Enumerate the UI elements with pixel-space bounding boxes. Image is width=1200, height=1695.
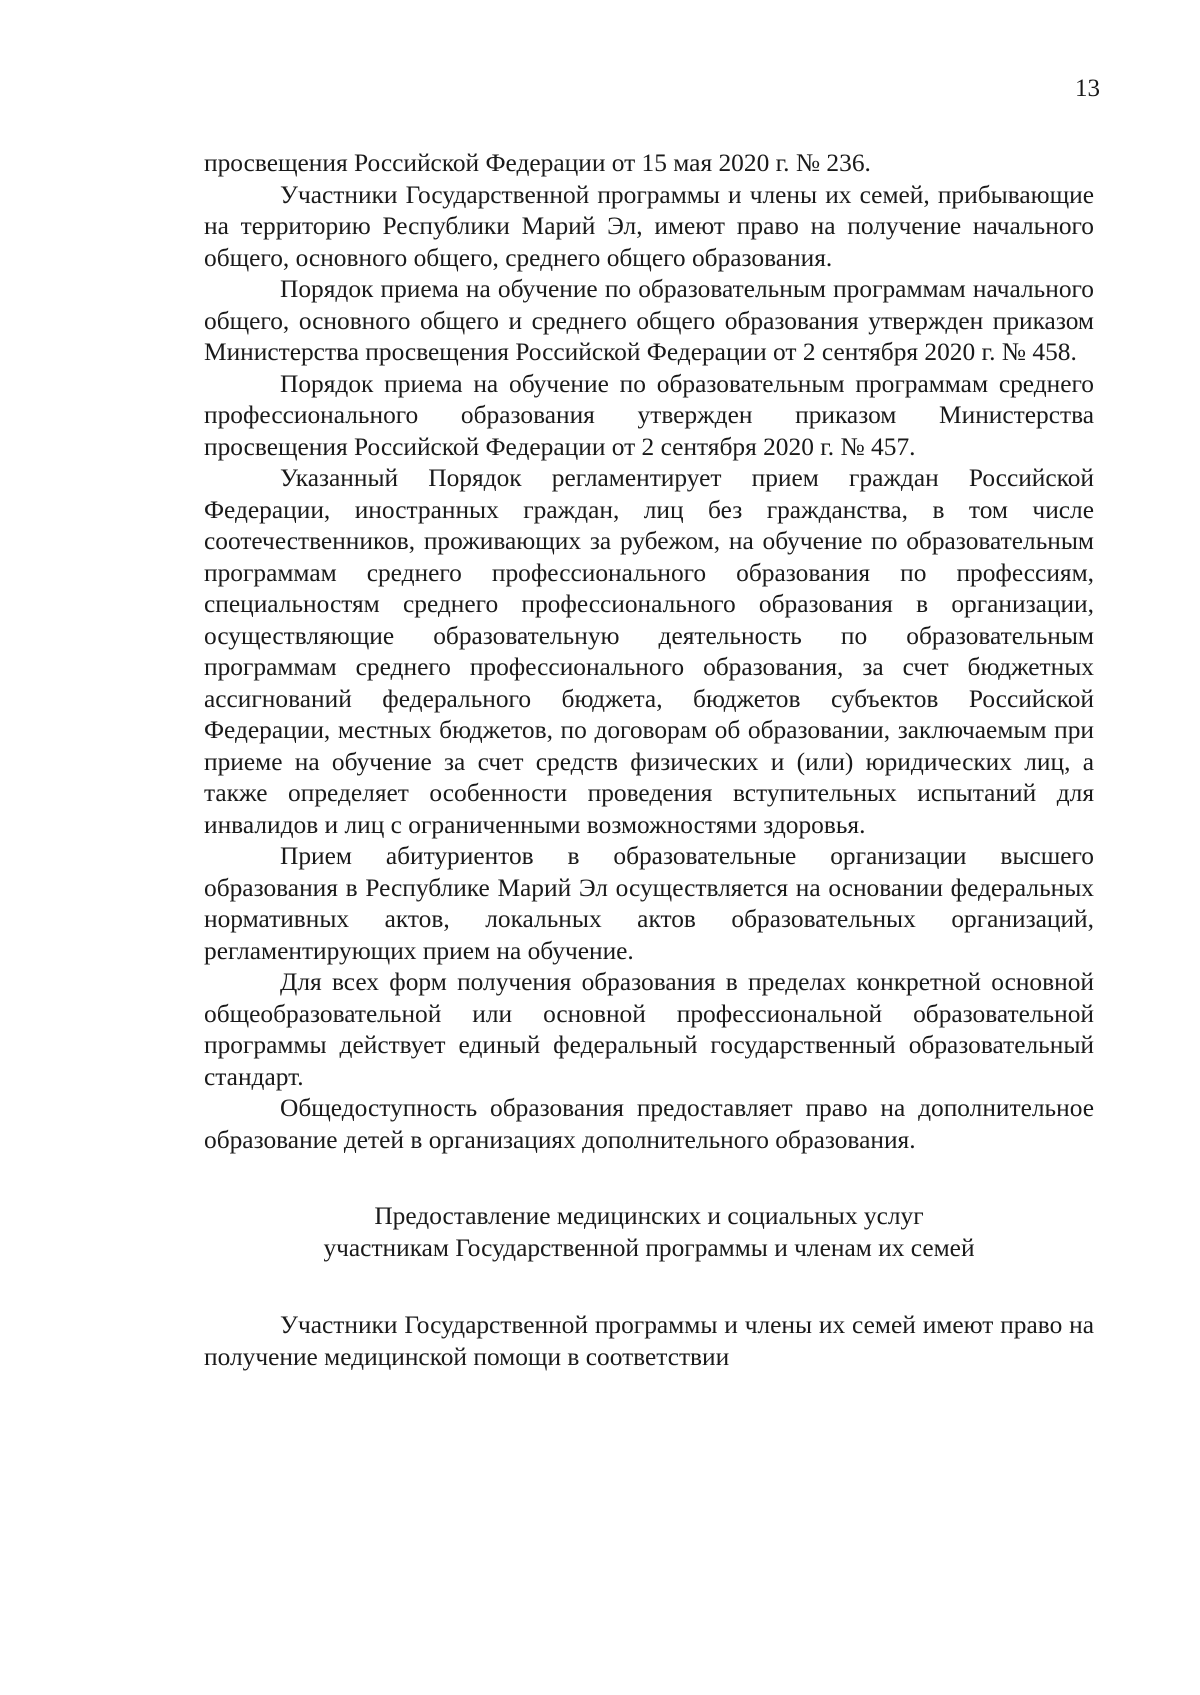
paragraph-vocational-education-admission-order: Порядок приема на обучение по образовательным программам среднего профессионального образования утвержден приказом Министерства просвещения Российской Федерации от 2 сентября 2020 г. № 457.	[204, 369, 1094, 461]
paragraph-participants-education-right: Участники Государственной программы и члены их семей, прибывающие на территорию Республики Марий Эл, имеют право на получение начального общего, основного общего, среднего общего образования.	[204, 180, 1094, 272]
paragraph-education-standard: Для всех форм получения образования в пределах конкретной основной общеобразовательной или основной профессиональной образовательной программы действует единый федеральный государственный образовательный стандарт.	[204, 968, 1094, 1091]
section-heading-line-2: участникам Государственной программы и членам их семей	[323, 1233, 975, 1262]
paragraph-higher-education-admission: Прием абитуриентов в образовательные организации высшего образования в Республике Марий Эл осуществляется на основании федеральных нормативных актов, локальных актов образовательных организаций, регламентирующих прием на обучение.	[204, 842, 1094, 965]
page-number: 13	[1075, 75, 1100, 102]
paragraph-continuation: просвещения Российской Федерации от 15 мая 2020 г. № 236.	[204, 149, 871, 177]
document-body	[204, 148, 1094, 1373]
section-heading-line-1: Предоставление медицинских и социальных услуг	[374, 1202, 924, 1230]
paragraph-medical-assistance: Участники Государственной программы и члены их семей имеют право на получение медицинской помощи в соответствии	[204, 1311, 1094, 1371]
paragraph-general-education-admission-order: Порядок приема на обучение по образовательным программам начального общего, основного общего и среднего общего образования утвержден приказом Министерства просвещения Российской Федерации от 2 сентября 2020 г. № 458.	[204, 275, 1094, 366]
paragraph-order-regulation: Указанный Порядок регламентирует прием граждан Российской Федерации, иностранных граждан, лиц без гражданства, в том числе соотечественников, проживающих за рубежом, на обучение по образовательным программам среднего профессионального образования по профессиям, специальностям среднего профессионального образования в организации, осуществляющие образовательную деятельность по образовательным программам среднего профессионального образования, за счет бюджетных ассигнований федерального бюджета, бюджетов субъектов Российской Федерации, местных бюджетов, по договорам об образовании, заключаемым при приеме на обучение за счет средств физических и (или) юридических лиц, а также определяет особенности проведения вступительных испытаний для инвалидов и лиц с ограниченными возможностями здоровья.	[204, 464, 1094, 839]
section-heading	[204, 1201, 1094, 1264]
paragraph-additional-education: Общедоступность образования предоставляет право на дополнительное образование детей в организациях дополнительного образования.	[204, 1094, 1094, 1154]
